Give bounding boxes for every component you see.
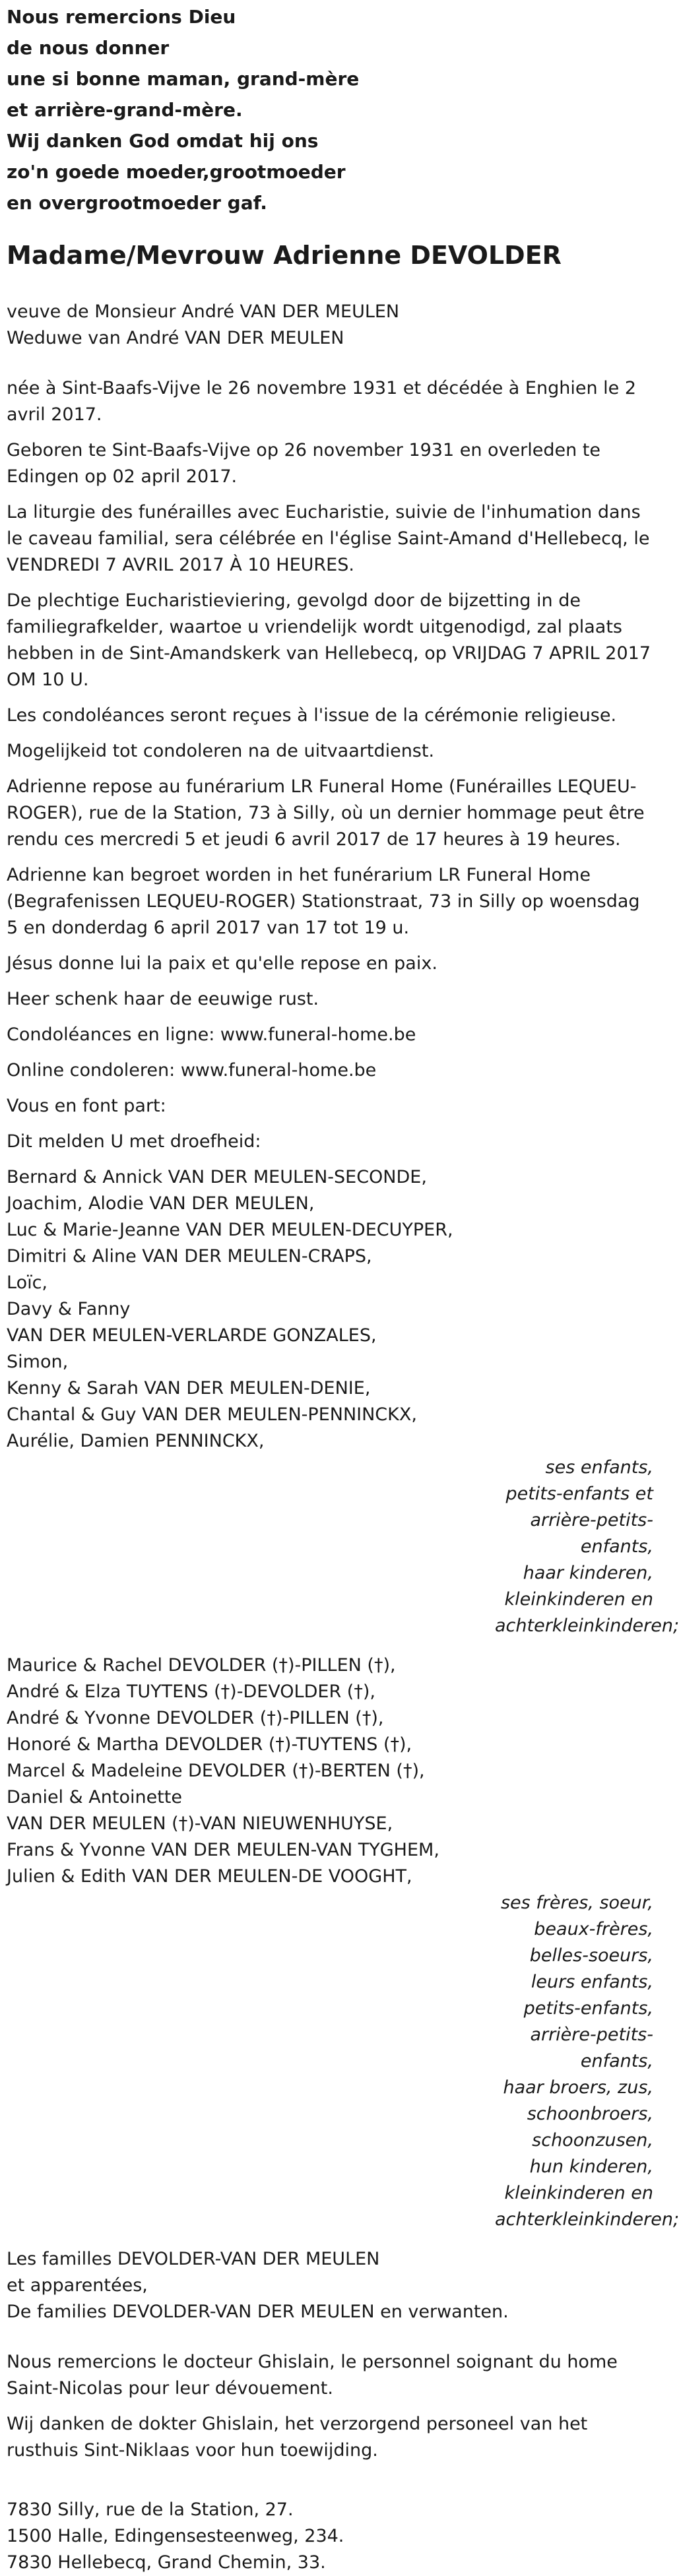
intro-line: Nous remercions Dieu bbox=[7, 6, 236, 28]
address-line: 7830 Hellebecq, Grand Chemin, 33. bbox=[7, 2552, 326, 2573]
paragraph: Jésus donne lui la paix et qu'elle repose en paix. bbox=[7, 953, 437, 974]
paragraph: Adrienne repose au funérarium LR Funeral Home (Funérailles LEQUEU-ROGER), rue de la Station, 73 à Silly, où un dernier hommage peut être rendu ces mercredi 5 et jeudi 6 avril 2017 de 17 heures à 19 heures. bbox=[7, 776, 645, 850]
relation-text: ses frères, soeur, beaux-frères, belles-soeurs, bbox=[500, 1893, 653, 1966]
family-name-line: Luc & Marie-Jeanne VAN DER MEULEN-DECUYPER, bbox=[7, 1220, 453, 1240]
paragraph: De plechtige Eucharistieviering, gevolgd door de bijzetting in de familiegrafkelder, waartoe u vriendelijk wordt uitgenodigd, zal plaats hebben in de Sint-Amandskerk van Hellebecq, op VRIJDAG 7 APRIL 2017 OM 10 U. bbox=[7, 590, 651, 690]
spouse-line: Weduwe van André VAN DER MEULEN bbox=[7, 328, 344, 348]
obituary-page bbox=[0, 1, 679, 2576]
intro-line: une si bonne maman, grand-mère bbox=[7, 68, 360, 90]
thanks-paragraph: Nous remercions le docteur Ghislain, le personnel soignant du home Saint-Nicolas pour leur dévouement. bbox=[7, 2352, 618, 2399]
thanks-block bbox=[7, 2349, 653, 2464]
relation-text: haar kinderen, kleinkinderen en achterkleinkinderen; bbox=[495, 1563, 679, 1636]
relation-text: ses enfants, petits-enfants et arrière-petits-enfants, bbox=[505, 1457, 653, 1557]
paragraph: La liturgie des funérailles avec Eucharistie, suivie de l'inhumation dans le caveau familial, sera célébrée en l'église Saint-Amand d'Hellebecq, le VENDREDI 7 AVRIL 2017 À 10 HEURES. bbox=[7, 502, 650, 575]
relation-text: haar broers, zus, schoonbroers, schoonzusen, bbox=[503, 2077, 653, 2151]
family-name-line: VAN DER MEULEN (†)-VAN NIEUWENHUYSE, bbox=[7, 1813, 393, 1834]
family-name-line: Bernard & Annick VAN DER MEULEN-SECONDE, bbox=[7, 1167, 427, 1187]
family-name-line: Loïc, bbox=[7, 1272, 48, 1293]
thanks-paragraph: Wij danken de dokter Ghislain, het verzorgend personeel van het rusthuis Sint-Niklaas voor hun toewijding. bbox=[7, 2414, 588, 2461]
paragraph: Mogelijkeid tot condoleren na de uitvaartdienst. bbox=[7, 741, 435, 761]
family-name-line: Davy & Fanny bbox=[7, 1299, 131, 1319]
relation-text: leurs enfants, petits-enfants, arrière-petits-enfants, bbox=[523, 1972, 653, 2071]
paragraph: Les condoléances seront reçues à l'issue de la cérémonie religieuse. bbox=[7, 705, 617, 726]
intro-line: de nous donner bbox=[7, 37, 170, 59]
family-name-line: Honoré & Martha DEVOLDER (†)-TUYTENS (†), bbox=[7, 1734, 412, 1755]
family-name-line: Marcel & Madeleine DEVOLDER (†)-BERTEN (†), bbox=[7, 1761, 425, 1781]
family-name-line: Aurélie, Damien PENNINCKX, bbox=[7, 1431, 265, 1451]
family-name-line: André & Elza TUYTENS (†)-DEVOLDER (†), bbox=[7, 1681, 375, 1702]
paragraph: Online condoleren: www.funeral-home.be bbox=[7, 1060, 377, 1081]
family-name-line: Dimitri & Aline VAN DER MEULEN-CRAPS, bbox=[7, 1246, 372, 1267]
family-name-line: Julien & Edith VAN DER MEULEN-DE VOOGHT, bbox=[7, 1866, 412, 1887]
announcement-text bbox=[7, 375, 653, 1155]
deceased-name: Madame/Mevrouw Adrienne DEVOLDER bbox=[7, 241, 562, 270]
intro-text bbox=[7, 1, 653, 218]
family-name-line: Chantal & Guy VAN DER MEULEN-PENNINCKX, bbox=[7, 1404, 417, 1425]
family-name-line: Daniel & Antoinette bbox=[7, 1787, 182, 1807]
family-name-line: Simon, bbox=[7, 1352, 69, 1372]
siblings-relation bbox=[7, 1890, 679, 2233]
paragraph: Geboren te Sint-Baafs-Vijve op 26 november 1931 en overleden te Edingen op 02 april 2017. bbox=[7, 440, 601, 487]
addresses-block bbox=[7, 2497, 653, 2576]
families-line: Les familles DEVOLDER-VAN DER MEULEN bbox=[7, 2249, 380, 2269]
family-name-line: Kenny & Sarah VAN DER MEULEN-DENIE, bbox=[7, 1378, 371, 1398]
families-block bbox=[7, 2246, 653, 2325]
family-name-line: VAN DER MEULEN-VERLARDE GONZALES, bbox=[7, 1325, 377, 1346]
family-name-line: André & Yvonne DEVOLDER (†)-PILLEN (†), bbox=[7, 1708, 384, 1728]
family-name-line: Joachim, Alodie VAN DER MEULEN, bbox=[7, 1193, 315, 1214]
paragraph: Adrienne kan begroet worden in het funérarium LR Funeral Home (Begrafenissen LEQUEU-ROGER) Stationstraat, 73 in Silly op woensdag 5 en donderdag 6 april 2017 van 17 tot 19 u. bbox=[7, 865, 640, 938]
paragraph: Condoléances en ligne: www.funeral-home.be bbox=[7, 1024, 416, 1045]
relation-text: hun kinderen, kleinkinderen en achterkleinkinderen; bbox=[495, 2156, 679, 2230]
family-name-line: Maurice & Rachel DEVOLDER (†)-PILLEN (†), bbox=[7, 1655, 396, 1676]
spouse-block bbox=[7, 299, 653, 352]
intro-line: et arrière-grand-mère. bbox=[7, 99, 243, 121]
spouse-line: veuve de Monsieur André VAN DER MEULEN bbox=[7, 301, 400, 322]
siblings-names bbox=[7, 1652, 653, 1890]
children-relation bbox=[7, 1455, 679, 1639]
address-line: 1500 Halle, Edingensesteenweg, 234. bbox=[7, 2526, 344, 2546]
address-line: 7830 Silly, rue de la Station, 27. bbox=[7, 2499, 294, 2520]
children-names bbox=[7, 1164, 653, 1455]
paragraph: Heer schenk haar de eeuwige rust. bbox=[7, 989, 319, 1009]
intro-line: en overgrootmoeder gaf. bbox=[7, 192, 267, 214]
paragraph: Dit melden U met droefheid: bbox=[7, 1131, 261, 1152]
paragraph: née à Sint-Baafs-Vijve le 26 novembre 1931 et décédée à Enghien le 2 avril 2017. bbox=[7, 378, 637, 425]
intro-line: Wij danken God omdat hij ons bbox=[7, 130, 319, 152]
families-line: et apparentées, bbox=[7, 2275, 148, 2296]
family-name-line: Frans & Yvonne VAN DER MEULEN-VAN TYGHEM, bbox=[7, 1840, 439, 1860]
intro-line: zo'n goede moeder,grootmoeder bbox=[7, 161, 346, 183]
paragraph: Vous en font part: bbox=[7, 1096, 166, 1116]
families-line: De families DEVOLDER-VAN DER MEULEN en verwanten. bbox=[7, 2302, 509, 2322]
